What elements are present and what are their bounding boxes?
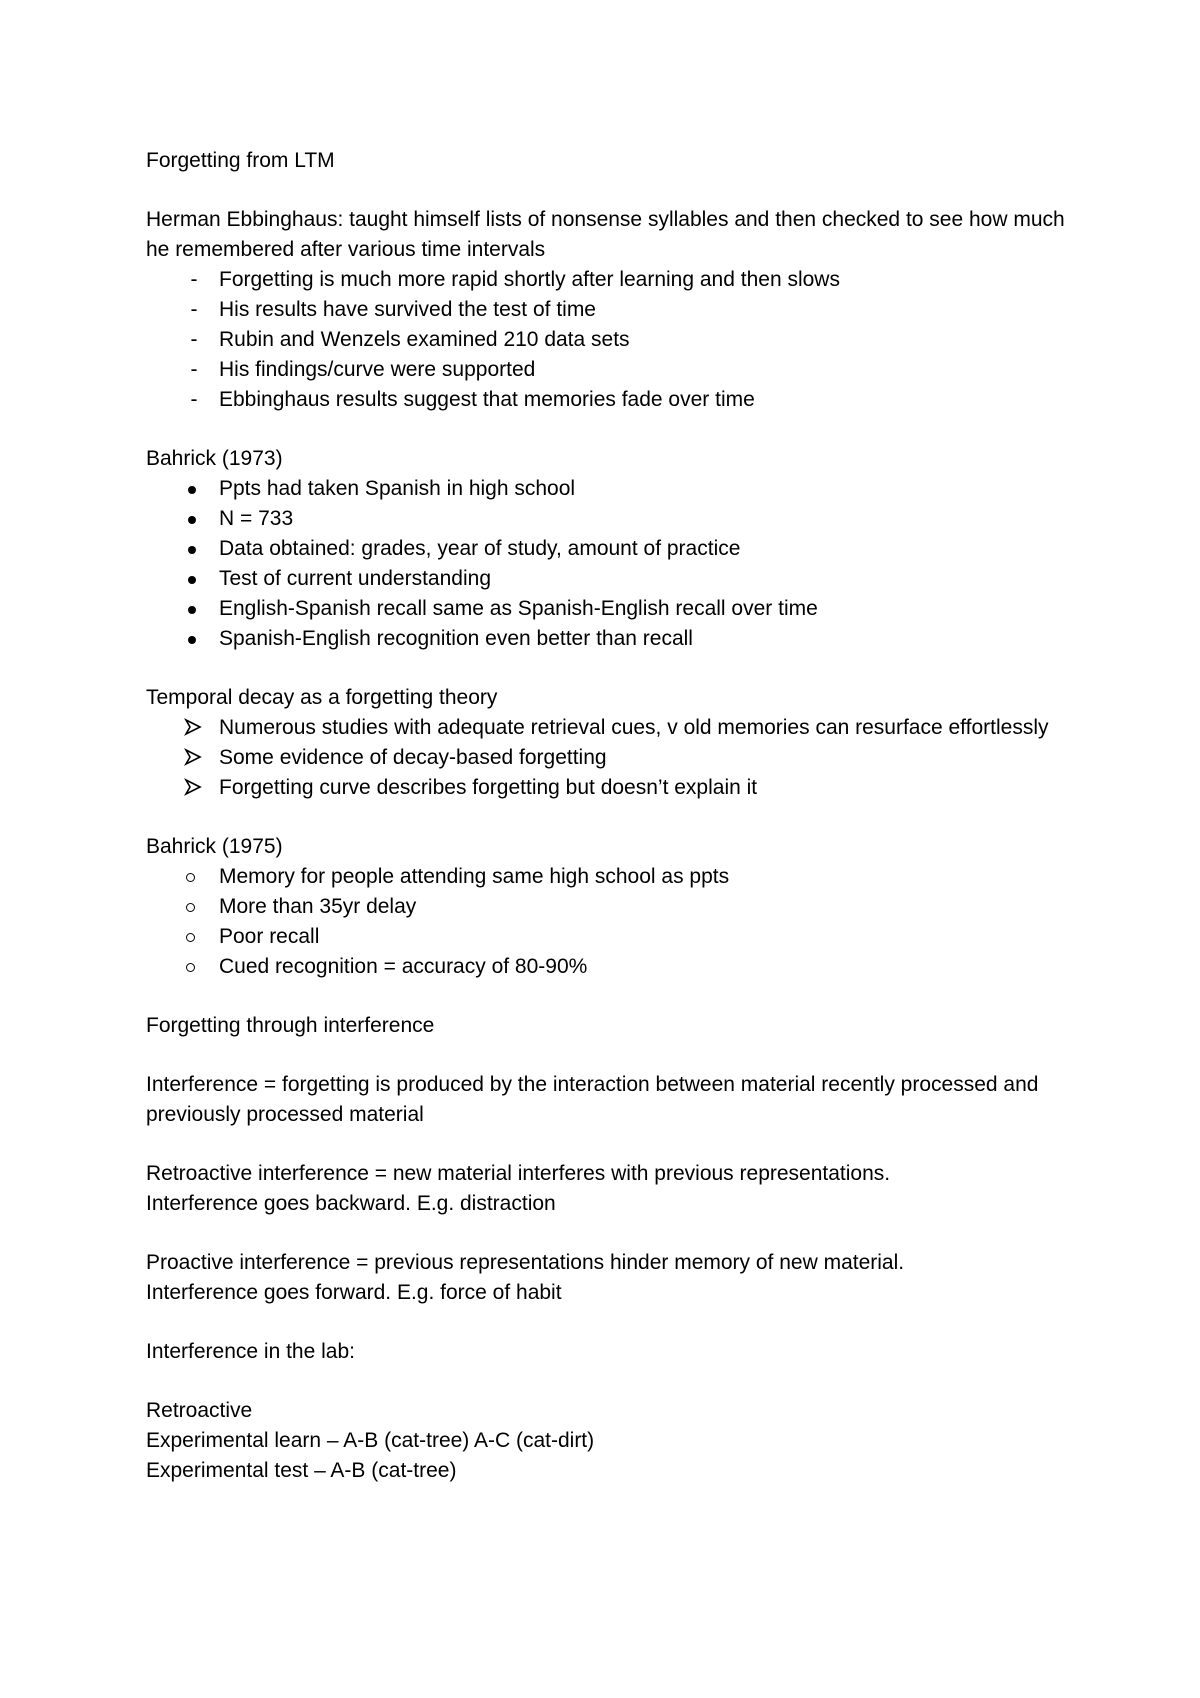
page-title: Forgetting from LTM bbox=[146, 149, 335, 172]
list-item: Test of current understanding bbox=[146, 564, 1076, 594]
ebbinghaus-list bbox=[146, 265, 1076, 415]
lab-heading: Interference in the lab: bbox=[146, 1340, 355, 1363]
dash-bullet-icon: - bbox=[190, 358, 198, 381]
proactive-definition: Proactive interference = previous representations hinder memory of new material. bbox=[146, 1251, 905, 1274]
list-item: Cued recognition = accuracy of 80-90% bbox=[146, 952, 1076, 982]
list-item: More than 35yr delay bbox=[146, 892, 1076, 922]
dash-bullet-icon: - bbox=[190, 298, 198, 321]
bahrick-1973-heading: Bahrick (1973) bbox=[146, 447, 283, 470]
list-item: - His findings/curve were supported bbox=[146, 355, 1076, 385]
bullet-dot-icon bbox=[188, 486, 196, 494]
experimental-learn: Experimental learn – A-B (cat-tree) A-C (cat-dirt) bbox=[146, 1429, 595, 1452]
list-item: - Ebbinghaus results suggest that memories fade over time bbox=[146, 385, 1076, 415]
retroactive-lab-heading: Retroactive bbox=[146, 1399, 253, 1422]
list-item: Spanish-English recognition even better than recall bbox=[146, 624, 1076, 654]
arrow-bullet-icon bbox=[184, 778, 202, 796]
bullet-dot-icon bbox=[188, 636, 196, 644]
ebbinghaus-intro: Herman Ebbinghaus: taught himself lists of nonsense syllables and then checked to see how much he remembered after various time intervals bbox=[146, 208, 1065, 261]
bullet-dot-icon bbox=[188, 516, 196, 524]
interference-heading: Forgetting through interference bbox=[146, 1014, 435, 1037]
list-item: Ppts had taken Spanish in high school bbox=[146, 474, 1076, 504]
list-item: Forgetting curve describes forgetting but doesn’t explain it bbox=[146, 773, 1076, 803]
list-item: Data obtained: grades, year of study, amount of practice bbox=[146, 534, 1076, 564]
arrow-bullet-icon bbox=[184, 718, 202, 736]
temporal-decay-list bbox=[146, 713, 1076, 803]
dash-bullet-icon: - bbox=[190, 328, 198, 351]
retroactive-example: Interference goes backward. E.g. distraction bbox=[146, 1192, 556, 1215]
retroactive-definition: Retroactive interference = new material interferes with previous representations. bbox=[146, 1162, 891, 1185]
list-item: N = 733 bbox=[146, 504, 1076, 534]
circle-bullet-icon bbox=[186, 903, 195, 912]
circle-bullet-icon bbox=[186, 963, 195, 972]
temporal-decay-heading: Temporal decay as a forgetting theory bbox=[146, 686, 498, 709]
bahrick-1975-heading: Bahrick (1975) bbox=[146, 835, 283, 858]
dash-bullet-icon: - bbox=[190, 388, 198, 411]
list-item: English-Spanish recall same as Spanish-English recall over time bbox=[146, 594, 1076, 624]
list-item: Some evidence of decay-based forgetting bbox=[146, 743, 1076, 773]
bahrick-1975-list bbox=[146, 862, 1076, 982]
circle-bullet-icon bbox=[186, 873, 195, 882]
experimental-test: Experimental test – A-B (cat-tree) bbox=[146, 1459, 457, 1482]
list-item: Memory for people attending same high school as ppts bbox=[146, 862, 1076, 892]
dash-bullet-icon: - bbox=[190, 268, 198, 291]
list-item: Poor recall bbox=[146, 922, 1076, 952]
arrow-bullet-icon bbox=[184, 748, 202, 766]
list-item: - Rubin and Wenzels examined 210 data sets bbox=[146, 325, 1076, 355]
interference-definition: Interference = forgetting is produced by the interaction between material recently processed and previously processed material bbox=[146, 1073, 1039, 1126]
list-item: Numerous studies with adequate retrieval cues, v old memories can resurface effortlessly bbox=[146, 713, 1076, 743]
bahrick-1973-list bbox=[146, 474, 1076, 654]
circle-bullet-icon bbox=[186, 933, 195, 942]
bullet-dot-icon bbox=[188, 546, 196, 554]
bullet-dot-icon bbox=[188, 576, 196, 584]
list-item: - Forgetting is much more rapid shortly after learning and then slows bbox=[146, 265, 1076, 295]
proactive-example: Interference goes forward. E.g. force of habit bbox=[146, 1281, 562, 1304]
list-item: - His results have survived the test of time bbox=[146, 295, 1076, 325]
document-body bbox=[146, 146, 1076, 1486]
bullet-dot-icon bbox=[188, 606, 196, 614]
